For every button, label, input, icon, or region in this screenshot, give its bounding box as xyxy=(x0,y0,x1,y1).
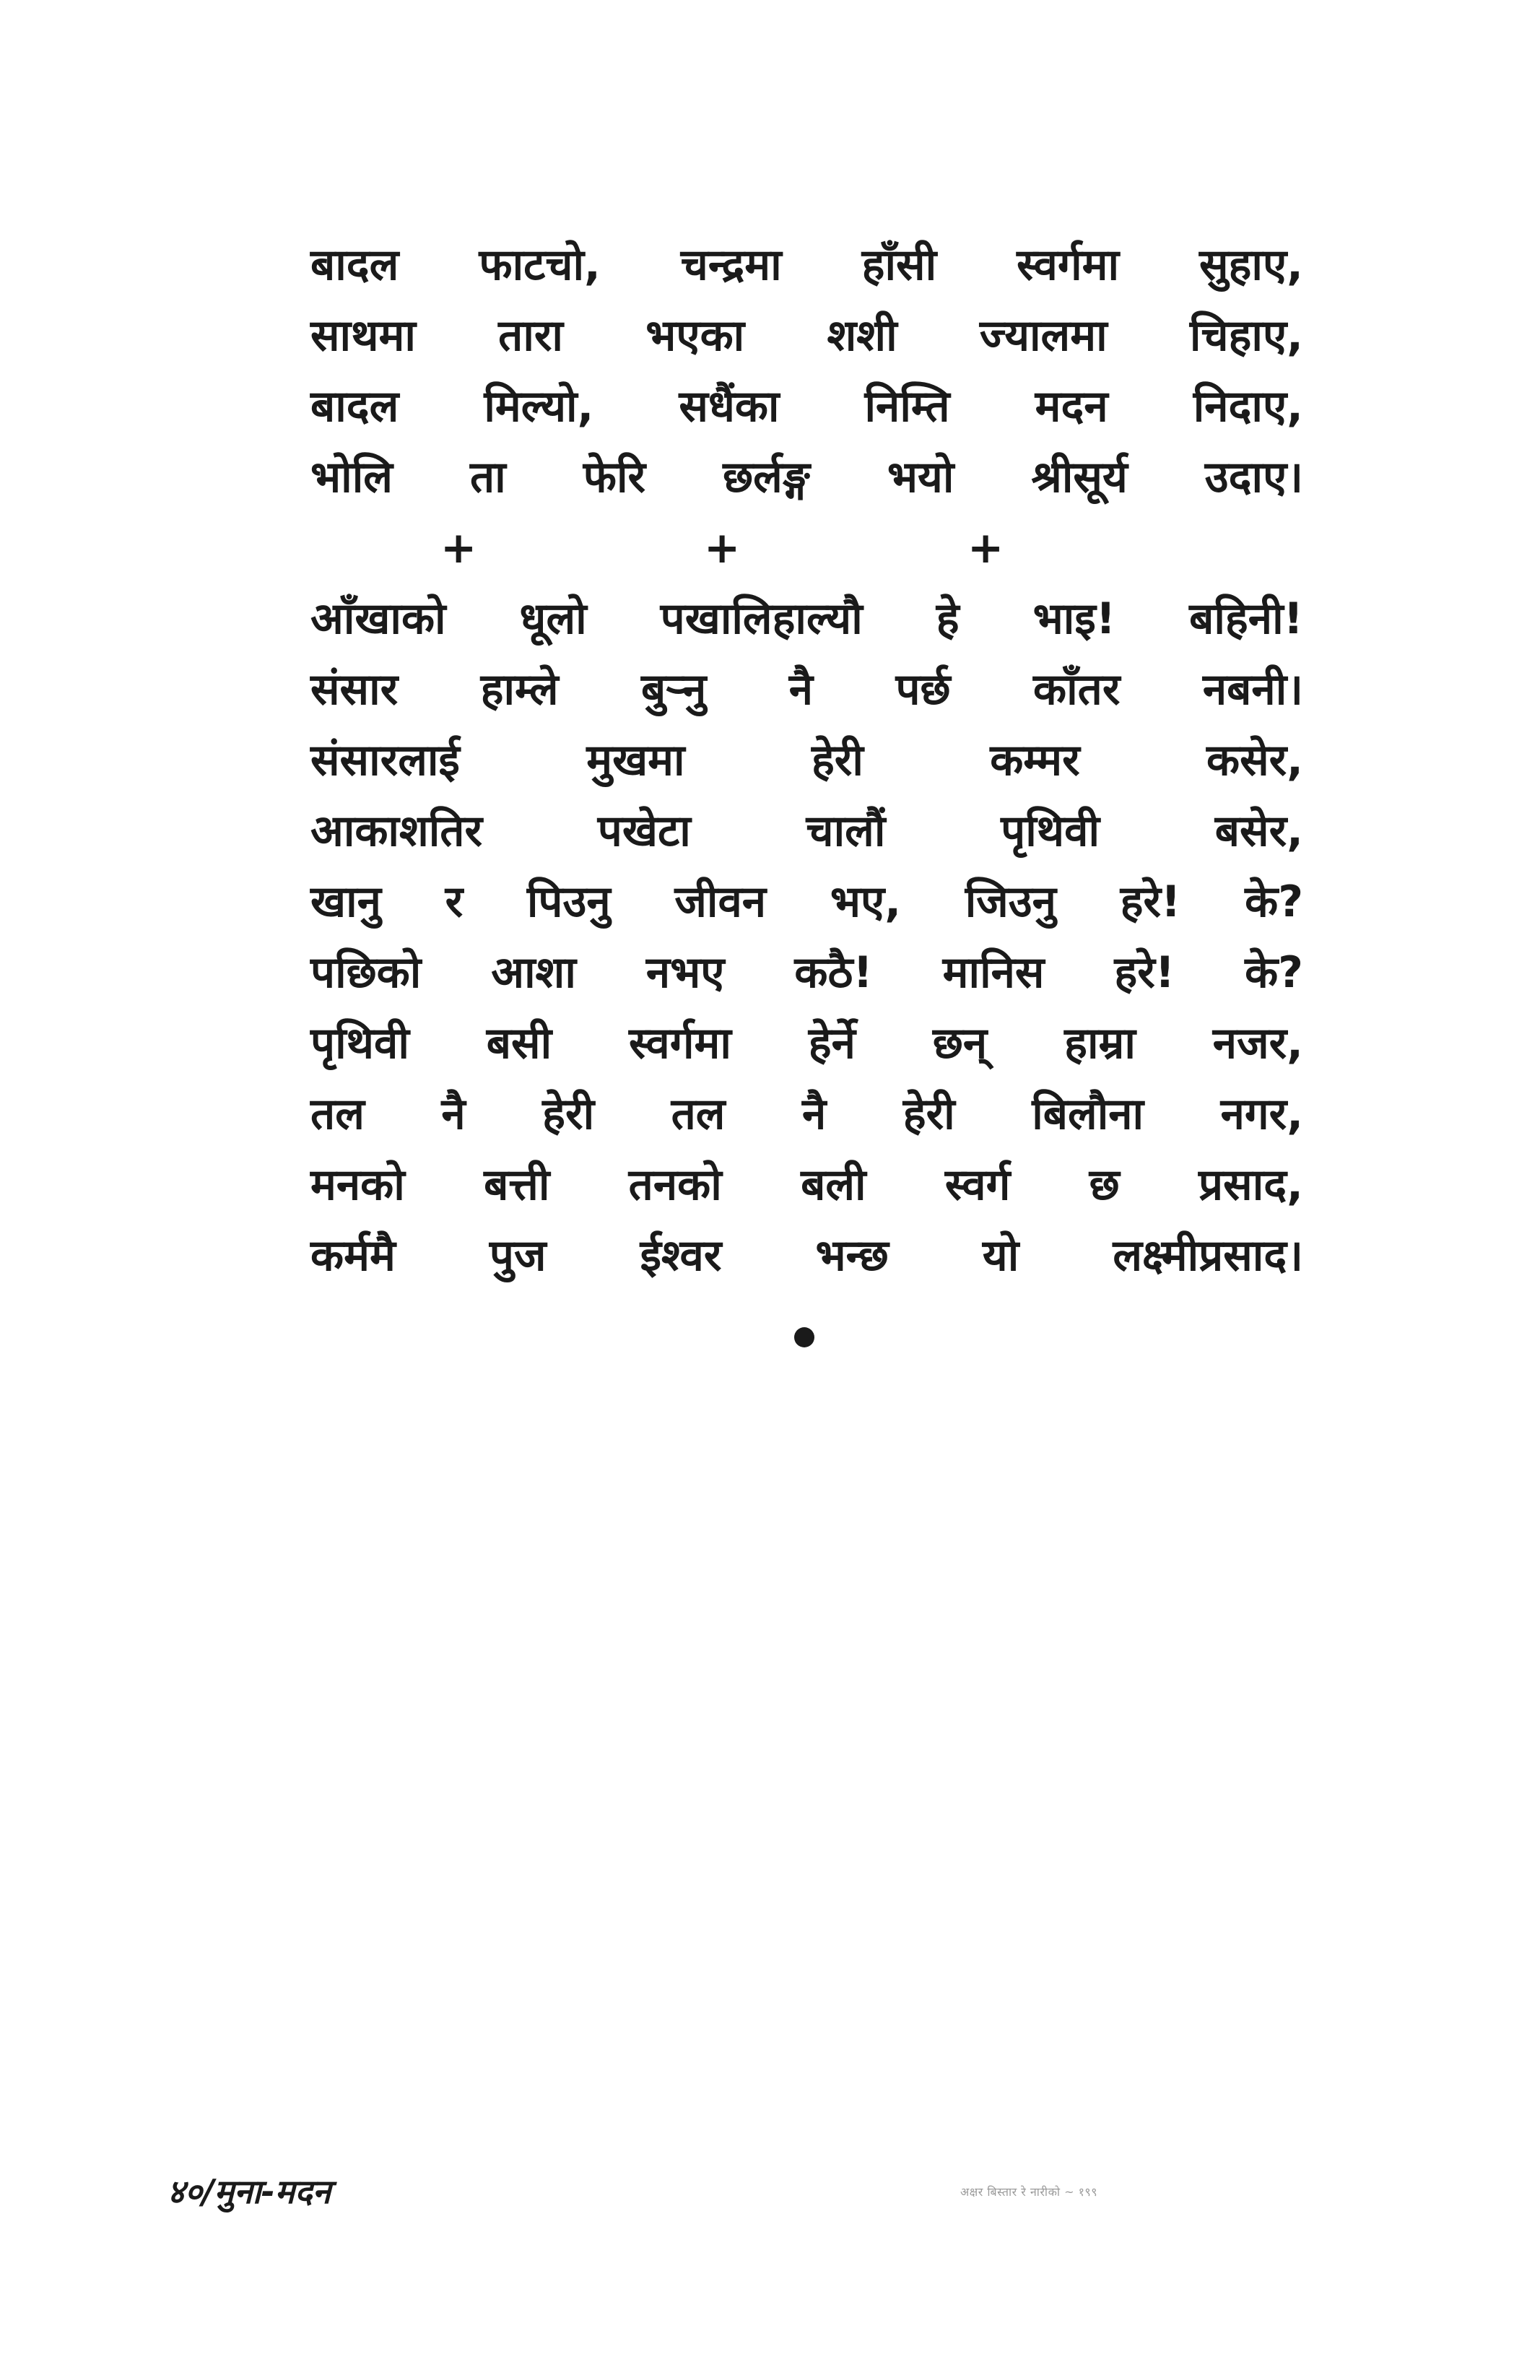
footer-watermark: अक्षर बिस्तार रे नारीको ~ १९९ xyxy=(960,2185,1098,2199)
poem-line xyxy=(310,654,1303,725)
poem-word: चन्द्रमा xyxy=(680,240,782,290)
poem-word: के? xyxy=(1245,877,1303,927)
poem-word: र xyxy=(445,877,464,927)
poem-word: बसी xyxy=(486,1018,552,1069)
poem-word: स्वर्ग xyxy=(944,1160,1011,1210)
poem-word: आकाशतिर xyxy=(310,806,483,856)
poem-word: बसेर, xyxy=(1214,806,1303,856)
poem-word: बली xyxy=(801,1160,866,1210)
poem-word: तनको xyxy=(628,1160,722,1210)
poem-word: आँखाको xyxy=(310,594,446,644)
section-separator xyxy=(310,513,1303,583)
poem-word: नगर, xyxy=(1220,1089,1303,1139)
poem-word: हे xyxy=(936,594,960,644)
poem-line xyxy=(310,796,1303,867)
poem-word: हाम्ले xyxy=(480,664,559,715)
separator-plus: + xyxy=(967,523,1004,573)
poem-word: निदाए, xyxy=(1193,381,1303,432)
poem-word: सधैंका xyxy=(679,381,780,432)
poem-word: हाम्रा xyxy=(1064,1018,1136,1069)
poem-word: जिउनु xyxy=(965,877,1056,927)
poem-word: के? xyxy=(1245,947,1303,998)
poem-line xyxy=(310,1008,1303,1079)
poem-word: पिउनु xyxy=(526,877,611,927)
poem-word: हरे! xyxy=(1120,877,1181,927)
poem-line xyxy=(310,583,1303,654)
poem-word: छ xyxy=(1089,1160,1120,1210)
poem-word: भन्छ xyxy=(815,1230,889,1281)
poem-word: कर्ममै xyxy=(310,1230,396,1281)
poem-word: भाइ! xyxy=(1032,594,1116,644)
poem-word: नै xyxy=(441,1089,466,1139)
poem-word: स्वर्गमा xyxy=(1017,240,1120,290)
poem-line xyxy=(310,371,1303,442)
poem-word: कम्मर xyxy=(990,735,1080,786)
separator-plus: + xyxy=(440,523,477,573)
poem-word: भयो xyxy=(887,452,954,503)
page-folio: ४०/मुना-मदन xyxy=(168,2172,331,2211)
poem-word: तारा xyxy=(498,310,563,361)
poem-word: शशी xyxy=(827,310,897,361)
poem-word: हेर्ने xyxy=(808,1018,856,1069)
poem-line xyxy=(310,300,1303,371)
poem-word: ईश्वर xyxy=(640,1230,722,1281)
poem-word: सुहाए, xyxy=(1199,240,1303,290)
separator-plus: + xyxy=(704,523,741,573)
poem-word: संसार xyxy=(310,664,399,715)
poem-word: छर्लङ्ग xyxy=(723,452,810,503)
poem-word: बादल xyxy=(310,240,399,290)
poem-word: नै xyxy=(801,1089,827,1139)
poem-word: नै xyxy=(788,664,814,715)
poem-word: ता xyxy=(469,452,506,503)
poem-word: खानु xyxy=(310,877,381,927)
poem-word: भए, xyxy=(830,877,901,927)
poem-line xyxy=(310,937,1303,1008)
poem-line xyxy=(310,725,1303,796)
poem-word: बुऱ्नु xyxy=(640,664,707,715)
poem-word: नजर, xyxy=(1212,1018,1303,1069)
poem-line xyxy=(310,1150,1303,1220)
poem-word: बिलौना xyxy=(1032,1089,1144,1139)
poem-word: मानिस xyxy=(942,947,1045,998)
poem-word: फाटचो, xyxy=(479,240,601,290)
poem-line xyxy=(310,230,1303,300)
poem-word: चालौं xyxy=(806,806,886,856)
poem-word: स्वर्गमा xyxy=(629,1018,731,1069)
poem-word: हेरी xyxy=(902,1089,955,1139)
poem-line xyxy=(310,1220,1303,1291)
poem-word: धूलो xyxy=(519,594,587,644)
poem-word: लक्ष्मीप्रसाद। xyxy=(1113,1230,1303,1281)
poem-word: श्रीसूर्य xyxy=(1031,452,1128,503)
poem-word: मनको xyxy=(310,1160,405,1210)
poem-word: काँतर xyxy=(1033,664,1121,715)
poem-word: पृथिवी xyxy=(1001,806,1100,856)
poem-word: संसारलाई xyxy=(310,735,460,786)
poem-word: कठै! xyxy=(794,947,873,998)
poem-word: तल xyxy=(671,1089,726,1139)
poem-line xyxy=(310,867,1303,937)
poem-word: आशा xyxy=(491,947,576,998)
poem-word: मिल्यो, xyxy=(484,381,594,432)
poem-word: फेरि xyxy=(583,452,646,503)
poem-word: हरे! xyxy=(1114,947,1175,998)
poem-word: छन् xyxy=(932,1018,988,1069)
poem-word: भएका xyxy=(645,310,745,361)
poem-word: ज्यालमा xyxy=(979,310,1108,361)
poem-word: बत्ती xyxy=(484,1160,550,1210)
poem-word: पृथिवी xyxy=(310,1018,409,1069)
poem-word: मदन xyxy=(1035,381,1108,432)
poem-word: हेरी xyxy=(542,1089,595,1139)
poem-word: साथमा xyxy=(310,310,416,361)
poem-word: बादल xyxy=(310,381,399,432)
poem-word: यो xyxy=(982,1230,1019,1281)
poem-word: तल xyxy=(310,1089,365,1139)
poem-word: जीवन xyxy=(674,877,767,927)
poem-word: कसेर, xyxy=(1206,735,1303,786)
poem-word: पखालिहाल्यौ xyxy=(660,594,863,644)
poem-word: नभए xyxy=(645,947,725,998)
poem-word: हाँसी xyxy=(861,240,937,290)
poem-word: उदाए। xyxy=(1204,452,1303,503)
poem-word: पुज xyxy=(489,1230,547,1281)
poem-word: पछिको xyxy=(310,947,422,998)
poem-word: बहिनी! xyxy=(1189,594,1303,644)
poem-word: नबनी। xyxy=(1202,664,1303,715)
poem-word: निम्ति xyxy=(864,381,950,432)
poem-word: चिहाए, xyxy=(1189,310,1303,361)
end-mark-bullet xyxy=(794,1327,814,1347)
poem-body xyxy=(310,230,1303,1291)
poem-word: प्रसाद, xyxy=(1198,1160,1303,1210)
poem-word: पर्छ xyxy=(895,664,951,715)
poem-word: भोलि xyxy=(310,452,393,503)
poem-line xyxy=(310,442,1303,513)
poem-word: पखेटा xyxy=(597,806,691,856)
poem-line xyxy=(310,1079,1303,1150)
poem-word: हेरी xyxy=(811,735,863,786)
poem-word: मुखमा xyxy=(586,735,685,786)
